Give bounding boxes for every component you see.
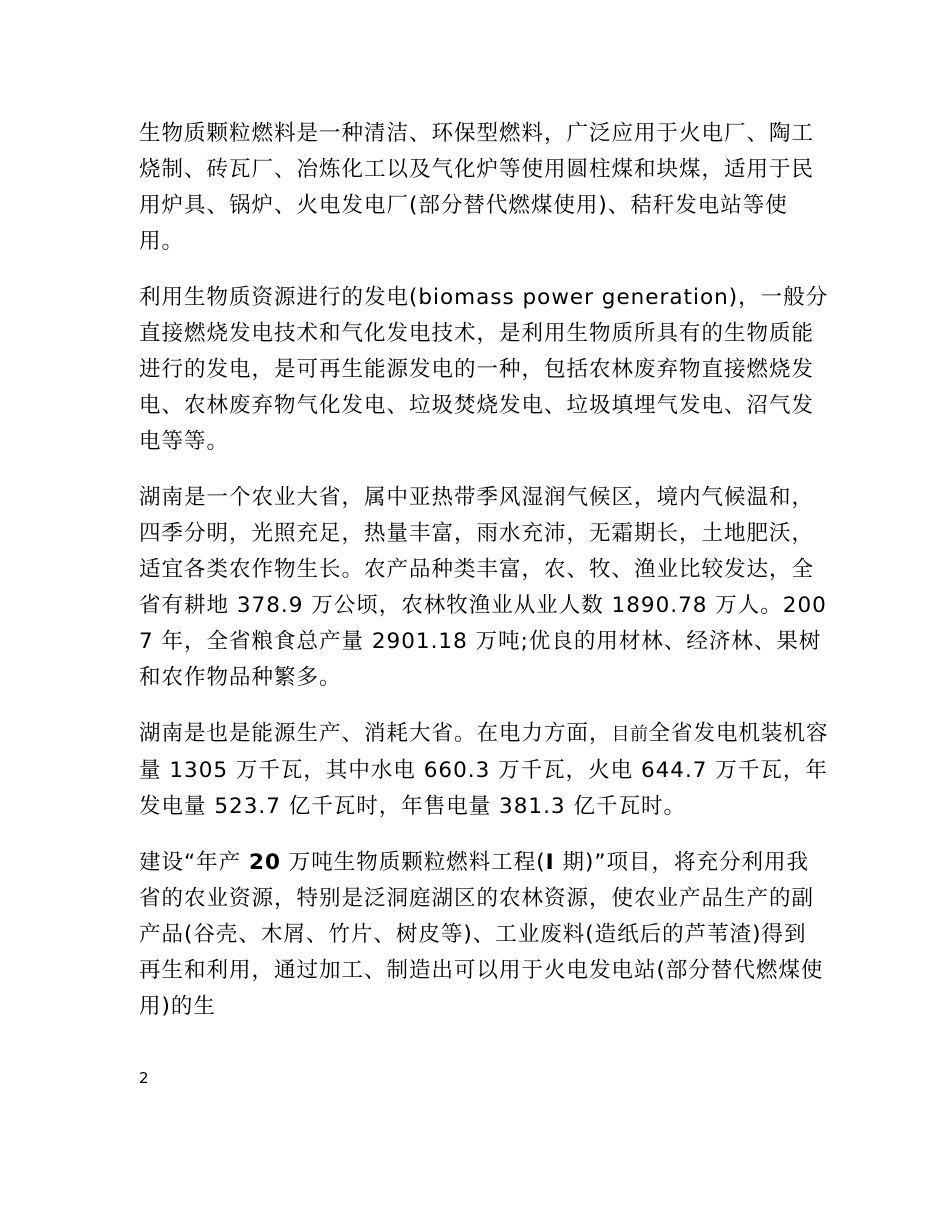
project-text-part2: 万吨生物质颗粒燃料工程( xyxy=(280,850,546,875)
project-text-part1: 建设“年产 xyxy=(139,850,249,875)
paragraph-biomass-pellet-fuel: 生物质颗粒燃料是一种清洁、环保型燃料，广泛应用于火电厂、陶工烧制、砖瓦厂、冶炼化工以及气化炉等使用圆柱煤和块煤，适用于民用炉具、锅炉、火电发电厂(部分替代燃煤使用)、秸秆发电站等使用。 xyxy=(139,121,815,254)
paragraph-hunan-energy xyxy=(139,716,829,825)
paragraph-hunan-energy-part1: 湖南是也是能源生产、消耗大省。在电力方面， xyxy=(139,721,612,746)
paragraph-hunan-energy-part2: 全省发电机装机容量 1305 万千瓦，其中水电 660.3 万千瓦，火电 644.7 万千瓦，年发电量 523.7 亿千瓦时，年售电量 381.3 亿千瓦时。 xyxy=(139,721,829,819)
project-text-part3: 期)”项目，将充分利用我省的农业资源，特别是泛洞庭湖区的农林资源，使农业产品生产的副产品(谷壳、木屑、竹片、树皮等)、工业废料(造纸后的芦苇渣)得到再生和利用，通过加工、制造出可以用于火电发电站(部分替代燃煤使用)的生 xyxy=(139,850,824,1019)
paragraph-project-construction xyxy=(139,845,829,1025)
paragraph-hunan-energy-small: 目前 xyxy=(611,724,649,745)
page-number: 2 xyxy=(139,1069,149,1087)
document-body xyxy=(139,116,829,1045)
paragraph-hunan-agriculture: 湖南是一个农业大省，属中亚热带季风湿润气候区，境内气候温和，四季分明，光照充足，热量丰富，雨水充沛，无霜期长，土地肥沃，适宜各类农作物生长。农产品种类丰富，农、牧、渔业比较发达，全省有耕地 378.9 万公顷，农林牧渔业从业人数 1890.78 万人。2007 年，全省粮食总产量 2901.18 万吨;优良的用材林、经济林、果树和农作物品种繁多。 xyxy=(139,485,827,690)
project-capacity-number: 20 xyxy=(248,850,281,875)
project-phase-number: I xyxy=(545,850,555,875)
paragraph-biomass-power-generation: 利用生物质资源进行的发电(biomass power generation)，一般分直接燃烧发电技术和气化发电技术，是利用生物质所具有的生物质能进行的发电，是可再生能源发电的一种，包括农林废弃物直接燃烧发电、农林废弃物气化发电、垃圾焚烧发电、垃圾填埋气发电、沼气发电等等。 xyxy=(139,285,829,454)
